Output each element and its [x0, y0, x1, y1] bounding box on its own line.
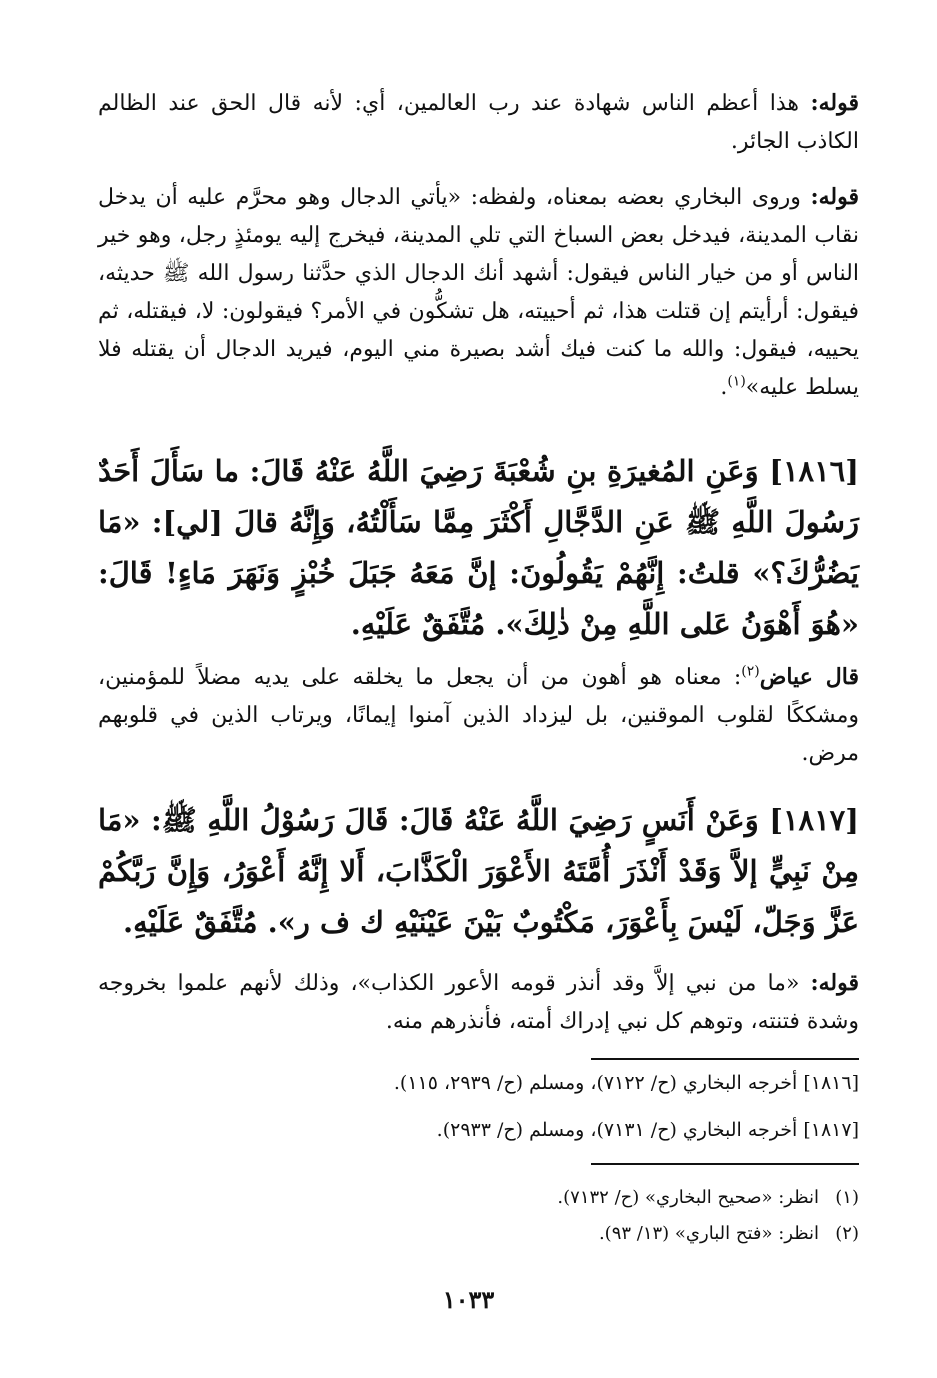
footnote-number: (١) — [835, 1187, 859, 1208]
commentary-paragraph-3 — [98, 658, 859, 773]
keyword: قوله: — [810, 184, 859, 210]
reference-1817: [١٨١٧] أخرجه البخاري (ح/ ٧١٣١)، ومسلم (ح/ ٢٩٣٣). — [436, 1119, 859, 1141]
reference-1816: [١٨١٦] أخرجه البخاري (ح/ ٧١٢٢)، ومسلم (ح/ ٢٩٣٩، ١١٥). — [393, 1072, 859, 1094]
paragraph-end: . — [720, 375, 728, 400]
keyword: قال عياض — [759, 664, 859, 690]
footnote-marker: (٢) — [741, 663, 760, 680]
paragraph-text: هذا أعظم الناس شهادة عند رب العالمين، أي: لأنه قال الحق عند الظالم الكاذب الجائر. — [98, 91, 859, 154]
footnote-text: انظر: «صحيح البخاري» (ح/ ٧١٣٢). — [557, 1187, 819, 1208]
paragraph-text: وروى البخاري بعضه بمعناه، ولفظه: «يأتي الدجال وهو محرَّم عليه أن يدخل نقاب المدينة، فيدخل بعض السباخ التي تلي المدينة، فيخرج إليه يومئذٍ رجل، وهو خير الناس أو من خيار الناس فيقول: أشهد أنك الدجال الذي حدَّثنا رسول الله ﷺ حديثه، فيقول: أرأيتم إن قتلت هذا، ثم أحييته، هل تشكُّون في الأمر؟ فيقولون: لا، فيقتله، ثم يحييه، فيقول: والله ما كنت فيك أشد بصيرة مني اليوم، فيريد الدجال أن يقتله فلا يسلط عليه» — [98, 185, 859, 400]
footnote-marker: (١) — [727, 373, 746, 390]
paragraph-text: : معناه هو أهون من أن يجعل ما يخلقه على يديه مضلاً للمؤمنين، ومشككًا لقلوب الموقنين، بل ليزداد الذين آمنوا إيمانًا، ويرتاب الذين في قلوبهم مرض. — [98, 665, 859, 766]
footnote-number: (٢) — [835, 1223, 859, 1244]
keyword: قوله: — [810, 970, 859, 996]
hadith-1816: [١٨١٦] وَعَنِ المُغيرَةِ بنِ شُعْبَةَ رَضِيَ اللَّهُ عَنْهُ قَالَ: ما سَأَلَ أَحَدٌ رَسُولَ اللَّهِ ﷺ عَنِ الدَّجَّالِ أَكْثَرَ مِمَّا سَأَلْتُهُ، وَإِنَّهُ قالَ [لي]: «مَا يَضُرُّكَ؟» قلتُ: إِنَّهُمْ يَقُولُونَ: إنَّ مَعَهُ جَبَلَ خُبْزٍ وَنَهَرَ مَاءٍ! قَالَ: «هُوَ أَهْوَنُ عَلى اللَّهِ مِنْ ذٰلِكَ». مُتَّفَقٌ عَلَيْهِ. — [98, 454, 859, 641]
commentary-paragraph-1 — [98, 84, 859, 161]
references-divider — [591, 1058, 859, 1060]
footnote-1 — [98, 1185, 859, 1211]
keyword: قوله: — [810, 90, 859, 116]
page-number: ١٠٣٣ — [442, 1285, 495, 1314]
hadith-1817: [١٨١٧] وَعَنْ أَنَسٍ رَضِيَ اللَّهُ عَنْهُ قَالَ: قَالَ رَسُوْلُ اللَّهِ ﷺ: «مَا مِنْ نَبِيٍّ إلاَّ وَقَدْ أَنْذَرَ أُمَّتَهُ الأَعْوَرَ الْكَذَّابَ، أَلا إِنَّهُ أَعْوَرُ، وَإِنَّ رَبَّكُمْ عَزَّ وَجَلّ، لَيْسَ بِأَعْوَرَ، مَكْتُوبٌ بَيْنَ عَيْنَيْهِ ك ف ر». مُتَّفَقٌ عَلَيْهِ. — [98, 803, 859, 939]
commentary-paragraph-4 — [98, 964, 859, 1041]
commentary-paragraph-2 — [98, 178, 859, 407]
paragraph-text: «ما من نبي إلاَّ وقد أنذر قومه الأعور الكذاب»، وذلك لأنهم علموا بخروجه وشدة فتنته، وتوهم كل نبي إدراك أمته، فأنذرهم منه. — [98, 971, 859, 1034]
footnotes-divider — [591, 1163, 859, 1165]
footnote-text: انظر: «فتح الباري» (١٣/ ٩٣). — [598, 1223, 819, 1244]
footnote-2 — [98, 1221, 859, 1247]
